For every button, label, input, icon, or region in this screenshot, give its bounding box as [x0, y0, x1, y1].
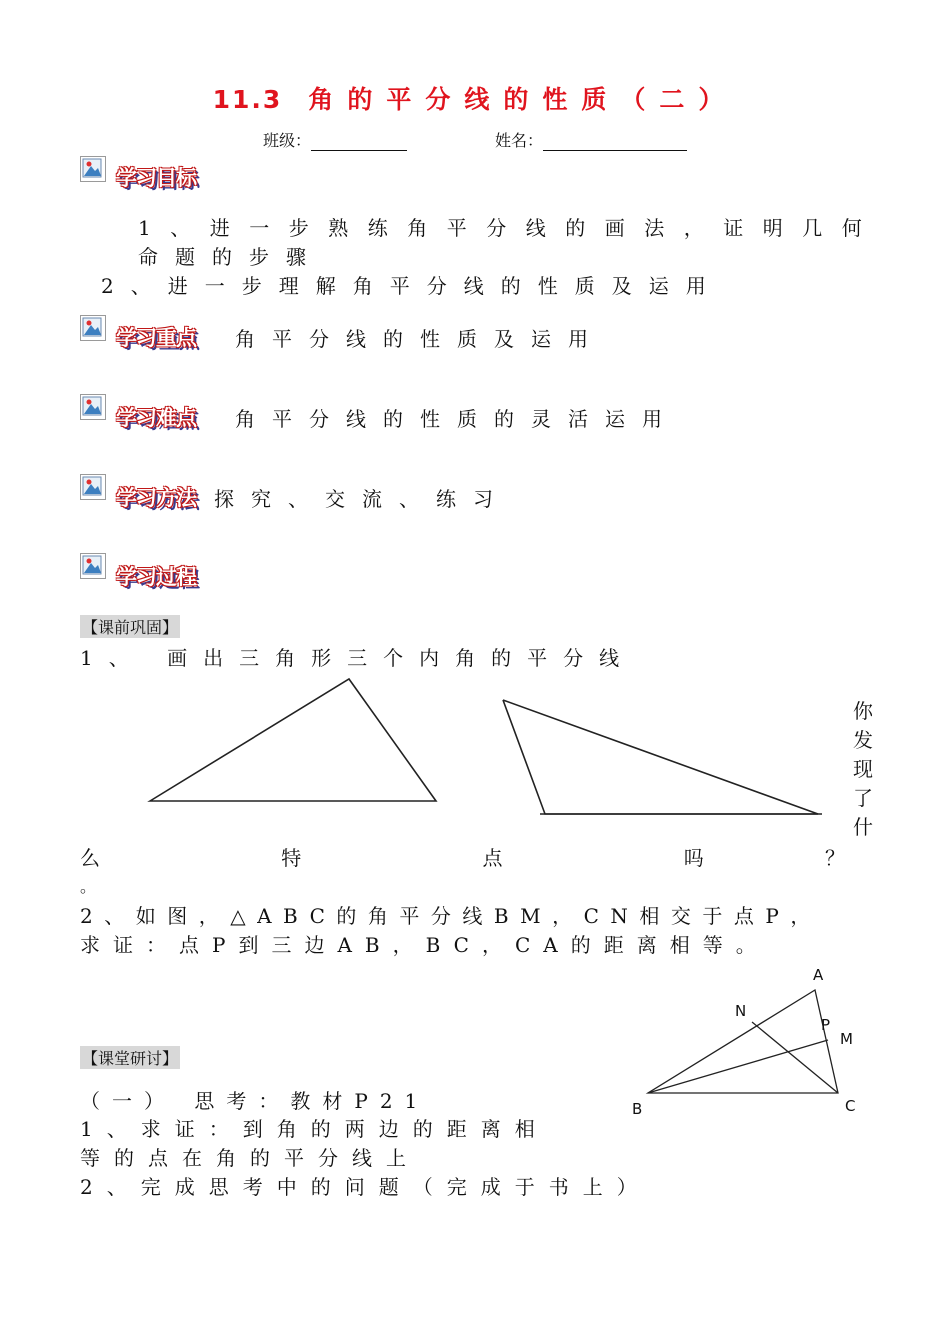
key-point-text: 角平分线的性质及运用: [235, 327, 605, 351]
study-q1-line2: 等的点在角的平分线上: [80, 1146, 420, 1170]
title-text: 角的平分线的性质（二）: [308, 85, 738, 114]
name-label: 姓名：: [495, 131, 544, 150]
process-heading: 学习过程: [116, 565, 196, 589]
label-b: B: [632, 1100, 643, 1118]
key-point-heading: 学习重点: [116, 326, 196, 350]
label-p: P: [821, 1016, 831, 1034]
study-q1-line1: 1、求证：到角的两边的距离相: [80, 1117, 549, 1141]
goal-item-1-line1: 1、进一步熟练角平分线的画法，证明几何: [138, 216, 882, 240]
goals-heading: 学习目标: [116, 166, 196, 190]
method-heading: 学习方法: [116, 486, 196, 510]
review-q1: 1、 画出三角形三个内角的平分线: [80, 646, 636, 670]
review-q1-bottom: 么 特 点 吗 ？: [80, 846, 845, 870]
study-think: （一） 思考：教材P21: [80, 1089, 430, 1113]
label-c: C: [845, 1097, 856, 1115]
triangle-left: [150, 679, 436, 801]
title-number: 11.3: [212, 85, 283, 114]
study-tag: 【课堂研讨】: [80, 1046, 180, 1069]
study-q2: 2、完成思考中的问题（完成于书上）: [80, 1175, 651, 1199]
review-q2-line2: 求证：点P到三边AB，BC，CA的距离相等。: [80, 933, 769, 957]
label-a: A: [813, 966, 824, 984]
review-tag: 【课前巩固】: [80, 615, 180, 638]
review-q1-side-text: 你 发 现 了 什: [853, 699, 873, 839]
review-q1-end: 。: [80, 877, 97, 896]
method-text: 探究、交流、练习: [214, 487, 510, 511]
label-n: N: [735, 1002, 747, 1020]
goal-item-2: 2、进一步理解角平分线的性质及运用: [101, 274, 723, 298]
review-q2-line1: 2、如图，△ABC的角平分线BM，CN相交于点P，: [80, 904, 822, 928]
class-label: 班级：: [263, 131, 312, 150]
label-m: M: [840, 1030, 853, 1048]
goal-item-1-line2: 命题的步骤: [138, 245, 323, 269]
difficulty-text: 角平分线的性质的灵活运用: [235, 407, 679, 431]
triangle-right: [503, 700, 818, 814]
difficulty-heading: 学习难点: [116, 406, 196, 430]
